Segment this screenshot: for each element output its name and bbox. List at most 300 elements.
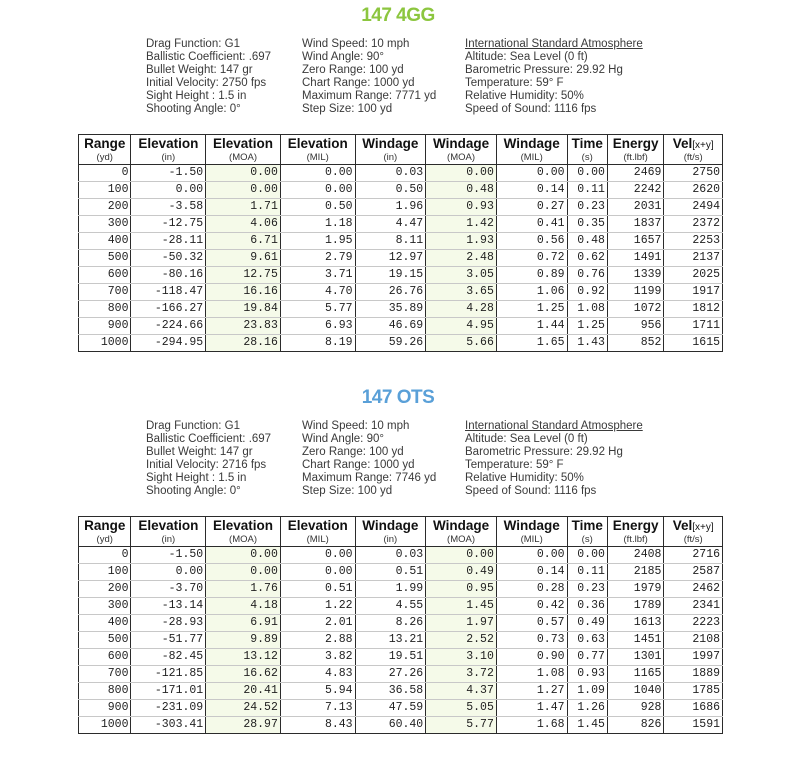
table-cell: 800 [79, 301, 131, 318]
table-cell: 0.49 [567, 615, 607, 632]
param-relative-humidity: Relative Humidity: 50% [465, 472, 584, 484]
table-cell: 5.77 [280, 301, 355, 318]
table-row [79, 598, 723, 615]
table-row [79, 318, 723, 335]
column-unit: (MOA) [206, 151, 281, 165]
column-header-label: Vel [672, 517, 693, 533]
params-atmosphere [465, 38, 643, 116]
table-cell: 0.11 [567, 564, 607, 581]
table-cell: 2185 [607, 564, 664, 581]
table-cell: 1789 [607, 598, 664, 615]
table-cell: -1.50 [131, 165, 206, 182]
column-header [607, 135, 664, 152]
column-unit: (in) [355, 533, 426, 547]
table-cell: 1.08 [567, 301, 607, 318]
column-unit: (ft/s) [664, 533, 723, 547]
column-header [426, 135, 497, 152]
table-cell: 100 [79, 182, 131, 199]
param-ballistic-coefficient: Ballistic Coefficient: .697 [146, 51, 272, 63]
table-cell: 20.41 [206, 683, 281, 700]
table-cell: 2587 [664, 564, 723, 581]
param-chart-range: Chart Range: 1000 yd [302, 77, 415, 89]
table-cell: 0.00 [206, 182, 281, 199]
table-row [79, 547, 723, 564]
table-row [79, 632, 723, 649]
table-cell: 0.90 [496, 649, 567, 666]
table-cell: 4.06 [206, 216, 281, 233]
table-row [79, 564, 723, 581]
ballistics-table [78, 516, 723, 734]
table-cell: 3.71 [280, 267, 355, 284]
column-header [206, 135, 281, 152]
param-barometric-pressure: Barometric Pressure: 29.92 Hg [465, 446, 623, 458]
table-cell: -303.41 [131, 717, 206, 734]
column-unit: (ft/s) [664, 151, 723, 165]
table-cell: 1000 [79, 717, 131, 734]
table-cell: 1889 [664, 666, 723, 683]
table-cell: 2494 [664, 199, 723, 216]
table-cell: 12.97 [355, 250, 426, 267]
column-header-label: Energy [612, 517, 659, 533]
table-cell: 400 [79, 615, 131, 632]
table-cell: 7.13 [280, 700, 355, 717]
column-header [206, 517, 281, 534]
column-header [664, 135, 723, 152]
param-maximum-range: Maximum Range: 7746 yd [302, 472, 437, 484]
table-cell: 1.93 [426, 233, 497, 250]
table-cell: 0.00 [280, 182, 355, 199]
table-cell: 1591 [664, 717, 723, 734]
table-cell: 28.16 [206, 335, 281, 352]
table-cell: 6.71 [206, 233, 281, 250]
param-temperature: Temperature: 59° F [465, 459, 564, 471]
table-cell: 2253 [664, 233, 723, 250]
table-cell: 2620 [664, 182, 723, 199]
column-unit: (ft.lbf) [607, 533, 664, 547]
table-cell: 8.11 [355, 233, 426, 250]
table-cell: -3.70 [131, 581, 206, 598]
column-header-label: Windage [432, 135, 490, 151]
column-header [355, 517, 426, 534]
param-chart-range: Chart Range: 1000 yd [302, 459, 415, 471]
table-cell: -12.75 [131, 216, 206, 233]
column-unit: (MIL) [280, 151, 355, 165]
table-row [79, 666, 723, 683]
column-header [79, 517, 131, 534]
table-row [79, 165, 723, 182]
table-cell: 1979 [607, 581, 664, 598]
column-header-label: Time [571, 135, 603, 151]
param-wind-angle: Wind Angle: 90° [302, 433, 384, 445]
param-bullet-weight: Bullet Weight: 147 gr [146, 64, 253, 76]
table-cell: 1997 [664, 649, 723, 666]
column-unit: (MOA) [426, 533, 497, 547]
table-cell: -171.01 [131, 683, 206, 700]
table-row [79, 335, 723, 352]
column-header-label: Windage [503, 517, 560, 533]
table-cell: 59.26 [355, 335, 426, 352]
column-header-label: Elevation [213, 517, 274, 533]
column-header-label: Windage [503, 135, 560, 151]
table-cell: 1812 [664, 301, 723, 318]
table-cell: 27.26 [355, 666, 426, 683]
param-wind-speed: Wind Speed: 10 mph [302, 420, 410, 432]
table-cell: 1.71 [206, 199, 281, 216]
table-cell: 2716 [664, 547, 723, 564]
column-header [131, 135, 206, 152]
table-cell: 400 [79, 233, 131, 250]
table-cell: -166.27 [131, 301, 206, 318]
param-shooting-angle: Shooting Angle: 0° [146, 485, 241, 497]
column-header-label: Energy [612, 135, 659, 151]
table-cell: 700 [79, 284, 131, 301]
table-cell: 0.00 [496, 165, 567, 182]
table-cell: 0.14 [496, 564, 567, 581]
table-cell: 13.21 [355, 632, 426, 649]
column-header-label: Windage [362, 135, 419, 151]
table-cell: 26.76 [355, 284, 426, 301]
table-cell: 1.22 [280, 598, 355, 615]
table-row [79, 700, 723, 717]
table-cell: -51.77 [131, 632, 206, 649]
table-row [79, 267, 723, 284]
table-cell: 35.89 [355, 301, 426, 318]
table-cell: 300 [79, 216, 131, 233]
column-unit: (MIL) [280, 533, 355, 547]
table-cell: 1.47 [496, 700, 567, 717]
column-header-sub: [x+y] [692, 139, 714, 151]
section-title: 147 4GG [361, 5, 435, 26]
table-cell: 2750 [664, 165, 723, 182]
table-cell: 6.93 [280, 318, 355, 335]
table-cell: 0.23 [567, 199, 607, 216]
param-drag-function: Drag Function: G1 [146, 38, 240, 50]
table-cell: 1.45 [567, 717, 607, 734]
column-header-label: Range [84, 517, 126, 533]
table-cell: 900 [79, 318, 131, 335]
table-cell: 0.49 [426, 564, 497, 581]
table-cell: 0.11 [567, 182, 607, 199]
table-cell: -28.11 [131, 233, 206, 250]
column-unit: (s) [567, 533, 607, 547]
table-cell: 0.93 [426, 199, 497, 216]
table-cell: 0.41 [496, 216, 567, 233]
table-cell: 2.52 [426, 632, 497, 649]
table-cell: 2031 [607, 199, 664, 216]
param-speed-of-sound: Speed of Sound: 1116 fps [465, 103, 597, 115]
table-cell: 956 [607, 318, 664, 335]
table-cell: 0.00 [496, 547, 567, 564]
table-cell: -80.16 [131, 267, 206, 284]
table-cell: 4.28 [426, 301, 497, 318]
table-cell: 2341 [664, 598, 723, 615]
params-mid [302, 420, 436, 498]
table-cell: 2.01 [280, 615, 355, 632]
table-cell: 24.52 [206, 700, 281, 717]
params-left [146, 38, 271, 116]
table-row [79, 216, 723, 233]
column-header [280, 135, 355, 152]
param-relative-humidity: Relative Humidity: 50% [465, 90, 584, 102]
param-wind-speed: Wind Speed: 10 mph [302, 38, 410, 50]
param-step-size: Step Size: 100 yd [302, 485, 393, 497]
table-cell: 100 [79, 564, 131, 581]
table-cell: 3.82 [280, 649, 355, 666]
table-cell: 1686 [664, 700, 723, 717]
param-temperature: Temperature: 59° F [465, 77, 564, 89]
table-cell: 1657 [607, 233, 664, 250]
table-row [79, 683, 723, 700]
column-unit: (s) [567, 151, 607, 165]
table-cell: 2.88 [280, 632, 355, 649]
table-cell: 1040 [607, 683, 664, 700]
table-row [79, 250, 723, 267]
table-cell: 4.70 [280, 284, 355, 301]
table-cell: 0.03 [355, 165, 426, 182]
ballistics-table [78, 134, 723, 352]
table-cell: 1.43 [567, 335, 607, 352]
table-cell: 300 [79, 598, 131, 615]
table-cell: 0.51 [280, 581, 355, 598]
param-speed-of-sound: Speed of Sound: 1116 fps [465, 485, 597, 497]
table-cell: 600 [79, 649, 131, 666]
table-cell: 1301 [607, 649, 664, 666]
table-cell: 5.66 [426, 335, 497, 352]
table-cell: 2.79 [280, 250, 355, 267]
table-row [79, 301, 723, 318]
table-cell: 8.19 [280, 335, 355, 352]
param-bullet-weight: Bullet Weight: 147 gr [146, 446, 253, 458]
table-cell: 1000 [79, 335, 131, 352]
column-header [355, 135, 426, 152]
table-cell: 1.18 [280, 216, 355, 233]
param-maximum-range: Maximum Range: 7771 yd [302, 90, 437, 102]
table-cell: 4.18 [206, 598, 281, 615]
table-cell: 1451 [607, 632, 664, 649]
table-cell: 0.00 [206, 165, 281, 182]
section-title: 147 OTS [361, 387, 435, 408]
table-cell: 6.91 [206, 615, 281, 632]
table-cell: 4.83 [280, 666, 355, 683]
table-cell: 0.63 [567, 632, 607, 649]
param-ballistic-coefficient: Ballistic Coefficient: .697 [146, 433, 272, 445]
column-unit: (yd) [79, 533, 131, 547]
table-cell: 0.27 [496, 199, 567, 216]
table-cell: 2.48 [426, 250, 497, 267]
table-cell: -50.32 [131, 250, 206, 267]
table-row [79, 717, 723, 734]
column-header-label: Elevation [213, 135, 274, 151]
table-cell: 4.95 [426, 318, 497, 335]
table-cell: 2108 [664, 632, 723, 649]
param-barometric-pressure: Barometric Pressure: 29.92 Hg [465, 64, 623, 76]
table-cell: 0.23 [567, 581, 607, 598]
table-cell: 3.72 [426, 666, 497, 683]
column-header [567, 517, 607, 534]
table-cell: 0.48 [567, 233, 607, 250]
table-cell: 5.94 [280, 683, 355, 700]
table-cell: 800 [79, 683, 131, 700]
param-sight-height: Sight Height : 1.5 in [146, 472, 247, 484]
column-unit: (in) [131, 533, 206, 547]
table-cell: 500 [79, 632, 131, 649]
table-cell: -82.45 [131, 649, 206, 666]
table-cell: 826 [607, 717, 664, 734]
table-cell: 1.27 [496, 683, 567, 700]
table-cell: 0.00 [280, 564, 355, 581]
table-row [79, 581, 723, 598]
table-cell: 4.55 [355, 598, 426, 615]
atmosphere-heading: International Standard Atmosphere [465, 38, 643, 50]
table-cell: 9.89 [206, 632, 281, 649]
column-header [496, 135, 567, 152]
table-cell: -1.50 [131, 547, 206, 564]
column-unit: (MOA) [206, 533, 281, 547]
table-cell: 8.26 [355, 615, 426, 632]
column-unit: (MOA) [426, 151, 497, 165]
table-cell: 1.06 [496, 284, 567, 301]
param-sight-height: Sight Height : 1.5 in [146, 90, 247, 102]
column-header [79, 135, 131, 152]
table-cell: -28.93 [131, 615, 206, 632]
table-cell: 1615 [664, 335, 723, 352]
table-row [79, 182, 723, 199]
params-atmosphere [465, 420, 643, 498]
table-cell: 2242 [607, 182, 664, 199]
table-cell: 1.44 [496, 318, 567, 335]
column-header-label: Windage [432, 517, 490, 533]
table-cell: 1.08 [496, 666, 567, 683]
table-cell: 0.00 [567, 547, 607, 564]
table-row [79, 199, 723, 216]
table-cell: 19.51 [355, 649, 426, 666]
table-cell: 1.68 [496, 717, 567, 734]
table-cell: 8.43 [280, 717, 355, 734]
table-cell: 200 [79, 581, 131, 598]
table-cell: 1339 [607, 267, 664, 284]
table-cell: 0.72 [496, 250, 567, 267]
table-cell: 0.56 [496, 233, 567, 250]
table-cell: 0.92 [567, 284, 607, 301]
param-initial-velocity: Initial Velocity: 2750 fps [146, 77, 267, 89]
table-cell: 0.00 [206, 564, 281, 581]
column-header [280, 517, 355, 534]
table-cell: 0.00 [131, 564, 206, 581]
table-cell: 1917 [664, 284, 723, 301]
atmosphere-heading: International Standard Atmosphere [465, 420, 643, 432]
table-cell: 0.57 [496, 615, 567, 632]
table-cell: 1711 [664, 318, 723, 335]
column-header-label: Elevation [287, 517, 348, 533]
table-cell: -3.58 [131, 199, 206, 216]
table-cell: 13.12 [206, 649, 281, 666]
table-cell: 0.00 [206, 547, 281, 564]
table-cell: 0.00 [426, 165, 497, 182]
column-header-label: Windage [362, 517, 419, 533]
table-cell: 2408 [607, 547, 664, 564]
table-cell: 9.61 [206, 250, 281, 267]
table-cell: 0 [79, 165, 131, 182]
table-cell: 0.14 [496, 182, 567, 199]
table-cell: 1.99 [355, 581, 426, 598]
table-cell: 23.83 [206, 318, 281, 335]
table-cell: 2462 [664, 581, 723, 598]
table-cell: 1.76 [206, 581, 281, 598]
table-cell: 1.09 [567, 683, 607, 700]
param-zero-range: Zero Range: 100 yd [302, 446, 404, 458]
table-cell: 3.65 [426, 284, 497, 301]
table-cell: 0.50 [280, 199, 355, 216]
table-cell: 1199 [607, 284, 664, 301]
table-cell: 2469 [607, 165, 664, 182]
table-cell: 19.84 [206, 301, 281, 318]
table-cell: 12.75 [206, 267, 281, 284]
table-cell: 0.73 [496, 632, 567, 649]
table-cell: 2137 [664, 250, 723, 267]
table-cell: 0.00 [280, 165, 355, 182]
param-zero-range: Zero Range: 100 yd [302, 64, 404, 76]
table-cell: 1.25 [567, 318, 607, 335]
table-cell: 0.42 [496, 598, 567, 615]
column-header [131, 517, 206, 534]
table-cell: 1.95 [280, 233, 355, 250]
table-cell: 1837 [607, 216, 664, 233]
table-cell: 46.69 [355, 318, 426, 335]
table-cell: 3.05 [426, 267, 497, 284]
table-cell: 900 [79, 700, 131, 717]
column-header [496, 517, 567, 534]
table-cell: 1.96 [355, 199, 426, 216]
column-unit: (MIL) [496, 533, 567, 547]
table-cell: 1.97 [426, 615, 497, 632]
table-cell: 0.00 [131, 182, 206, 199]
column-header-label: Elevation [287, 135, 348, 151]
table-cell: 0.89 [496, 267, 567, 284]
table-cell: 0.50 [355, 182, 426, 199]
table-cell: 2372 [664, 216, 723, 233]
table-cell: 0.93 [567, 666, 607, 683]
param-shooting-angle: Shooting Angle: 0° [146, 103, 241, 115]
table-cell: 0.36 [567, 598, 607, 615]
table-cell: 1.26 [567, 700, 607, 717]
column-header-label: Range [84, 135, 126, 151]
table-cell: 4.37 [426, 683, 497, 700]
table-cell: 5.05 [426, 700, 497, 717]
column-header-label: Vel [672, 135, 693, 151]
table-cell: 1072 [607, 301, 664, 318]
table-cell: 2223 [664, 615, 723, 632]
table-cell: 0 [79, 547, 131, 564]
column-header-sub: [x+y] [692, 521, 714, 533]
table-cell: -224.66 [131, 318, 206, 335]
table-cell: -294.95 [131, 335, 206, 352]
table-cell: 1613 [607, 615, 664, 632]
column-header [426, 517, 497, 534]
table-cell: 0.00 [426, 547, 497, 564]
table-cell: 3.10 [426, 649, 497, 666]
table-cell: 0.48 [426, 182, 497, 199]
param-altitude: Altitude: Sea Level (0 ft) [465, 433, 588, 445]
table-cell: 1.25 [496, 301, 567, 318]
table-cell: 19.15 [355, 267, 426, 284]
table-cell: 1.45 [426, 598, 497, 615]
table-cell: -231.09 [131, 700, 206, 717]
table-cell: 16.16 [206, 284, 281, 301]
table-cell: 0.62 [567, 250, 607, 267]
table-cell: -121.85 [131, 666, 206, 683]
column-header-label: Elevation [138, 517, 199, 533]
column-unit: (MIL) [496, 151, 567, 165]
